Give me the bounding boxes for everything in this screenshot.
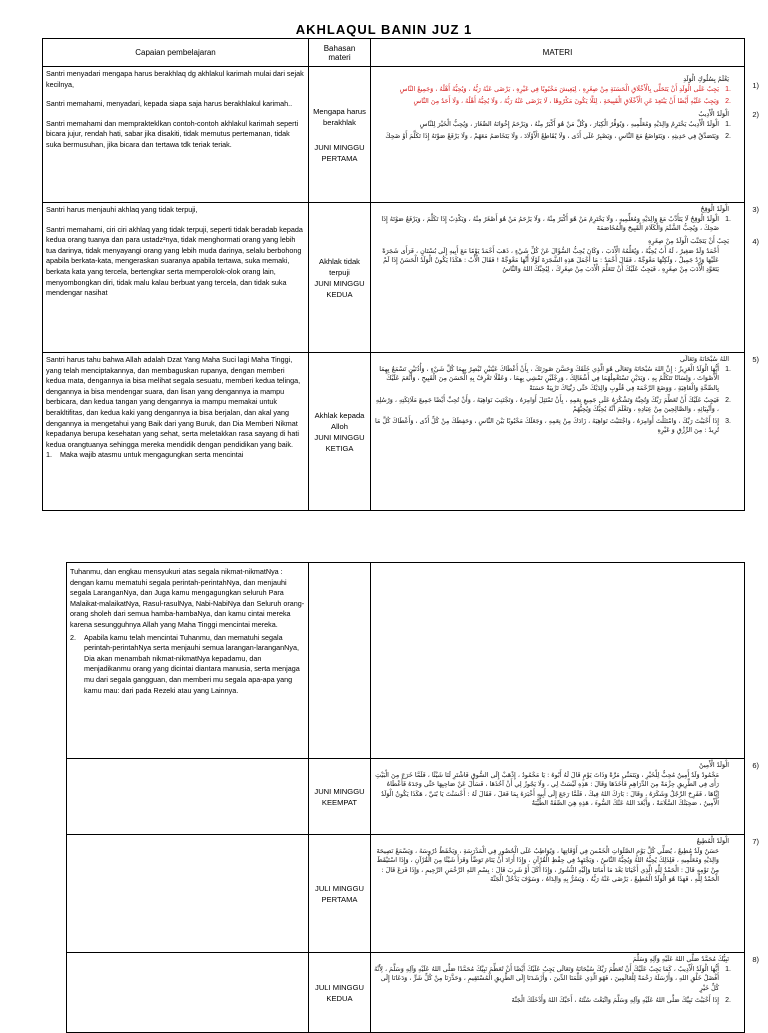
bahasan-cell	[309, 759, 371, 835]
list-item	[46, 450, 305, 461]
arabic-item	[374, 85, 729, 94]
table-row	[43, 67, 745, 203]
section-number: (6	[752, 761, 759, 770]
materi-cell	[371, 759, 759, 835]
materi-cell	[371, 563, 745, 759]
header-materi: MATERI	[371, 39, 745, 67]
capaian-text: Santri harus tahu bahwa Allah adalah Dzat Yang Maha Suci lagi Maha Tinggi, yang telah menciptakannya, dan membaguskan rupanya, dengan memberi kedua mata, dengannya ia bisa melihat segala sesuatu, memberi kedua telinga, dengannya ia bisa mendengar suara, dan lisan yang dengannya ia mampu berbicara, dan kedua tangan yang dengannya ia mampu memakai untuk berakltifitas, dan kedua kaki yang dengannya ia bisa berjalan, dan akal yang dengannya ia mengetahui yang Baik dari yang Buruk, dan Dia Memberi Nikmat kepadanya berupa kesehatan yang sehat, serta meletakkan rasa sayang di hati kedua orangtuanya sehingga mereka mendidik dengan pendidikan yang baik.	[46, 355, 301, 449]
arabic-text: مَحْمُودٌ وَلَدٌ أَمِينٌ مُحِبٌّ لِلْخَيْرِ ، وَيَتَمَنَّى مَرَّةً وَذَاتَ يَوْمٍ قَالَ لَهُ أَبُوهُ : يَا مَحْمُودُ ، إِذْهَبْ إِلَى السُّوقِ فَاشْتَرِ لَنَا شَيْئًا ، فَلَمَّا خَرَجَ مِنَ الْبَيْتِ رَأَى فِي الطَّرِيقِ حِزْمَةً مِنَ الدَّرَاهِمِ فَأَخَذَهَا وَقَالَ : هَذِهِ لَيْسَتْ لِي ، وَلَا يَجُوزُ لِي أَنْ آخُذَهَا ، فَسَأَلَ عَنْ صَاحِبِهَا حَتَّى وَجَدَهُ فَأَعْطَاهُ إِيَّاهَا ، فَفَرِحَ الرَّجُلُ وَشَكَرَهُ ، وَقَالَ : بَارَكَ اللهُ فِيكَ ، فَلَمَّا رَجَعَ إِلَى أَبِيهِ أَخْبَرَهُ بِمَا فَعَلَ ، فَقَالَ لَهُ : أَحْسَنْتَ يَا بُنَيَّ ، هَكَذَا يَكُونُ الْوَلَدُ الْأَمِينُ ، صَحِبَتْكَ السَّلَامَةُ ، وَأَبْعَدَ اللهُ عَنْكَ السُّوءَ ، هَذِهِ هِيَ الصِّفَةُ الطَّيِّبَةُ	[375, 771, 719, 807]
materi-cell	[371, 353, 759, 511]
arabic-item	[374, 120, 729, 129]
arabic-section	[374, 236, 759, 275]
table-row	[67, 835, 745, 953]
arabic-item	[374, 215, 729, 233]
item-number: 1.	[725, 966, 731, 974]
arabic-section	[374, 205, 759, 234]
arabic-text: فَيَجِبُ عَلَيْكَ أَنْ تُعَظِّمَ رَبَّكَ وَتُحِبَّهُ وَتَشْكُرَهُ عَلَى جَمِيعِ نِعَمِهِ ، بِأَنْ تَمْتَثِلَ أَوَامِرَهُ ، وَتَجْتَنِبَ نَوَاهِيَهُ ، وَأَنْ تُحِبَّ أَيْضًا جَمِيعَ مَلَائِكَتِهِ ، وَرُسُلِهِ ، وَأَنْبِيَائِهِ ، وَالصَّالِحِينَ مِنْ عِبَادِهِ ، وَتَعْلَمَ أَنَّهُ يُحِبُّكَ وَيُحِبُّهُمْ	[375, 395, 719, 414]
bahasan-schedule: JUNI MINGGU KEDUA	[314, 278, 365, 299]
section-number: (4	[752, 236, 759, 246]
header-capaian: Capaian pembelajaran	[43, 39, 309, 67]
arabic-item	[374, 771, 729, 808]
curriculum-table	[42, 38, 759, 511]
capaian-text: Santri memahami, menyadari, kepada siapa saja harus berakhlakul karimah..	[46, 99, 293, 109]
capaian-cell	[67, 563, 309, 759]
capaian-cell	[67, 759, 309, 835]
materi-cell	[371, 835, 759, 953]
section-intro: نَبِيُّكَ مُحَمَّدٌ صَلَّى اللهُ عَلَيْهِ وَآلِهِ وَسَلَّمَ	[632, 955, 729, 963]
item-number: 2.	[725, 396, 731, 404]
arabic-text: وَيَجِبُ عَلَيْهِ أَيْضًا أَنْ يَبْتَعِدَ عَنِ الْأَخْلَاقِ الْقَبِيحَةِ ، لِئَلَّا يَكُونَ مَكْرُوهًا ، لَا يَرْضَى عَنْهُ رَبُّهُ ، وَلَا يُحِبُّهُ أَهْلُهُ ، وَلَا أَحَدٌ مِنَ النَّاسِ	[413, 97, 719, 106]
arabic-item	[374, 97, 729, 106]
arabic-text: الْوَلَدُ الْأَدِيبُ يَحْتَرِمُ وَالِدَيْهِ وَمُعَلِّمِيهِ ، وَيُوَقِّرُ الْكِبَارَ ، وَكُلَّ مَنْ هُوَ أَكْبَرُ مِنْهُ ، وَيَرْحَمُ إِخْوَانَهُ الصِّغَارَ ، وَيُحِبُّ الْخَيْرَ لِلنَّاسِ	[419, 119, 719, 128]
arabic-text: إِذَا أَحْبَبْتَ نَبِيَّكَ صَلَّى اللهُ عَلَيْهِ وَآلِهِ وَسَلَّمَ وَاتَّبَعْتَ سُنَّتَهُ ، أَحَبَّكَ اللهُ وَأَدْخَلَكَ الْجَنَّةَ	[511, 995, 719, 1004]
section-intro: الْوَلَدُ الْمُطِيعُ	[696, 837, 729, 845]
materi-cell	[371, 67, 759, 203]
capaian-cell	[43, 353, 309, 511]
table-row	[67, 759, 745, 835]
bahasan-cell	[309, 353, 371, 511]
capaian-text: Tuhanmu, dan engkau mensyukuri atas segala nikmat-nikmatNya : dengan kamu mematuhi segala perintah-perintahNya, dan menjauhi segala LaranganNya, dan Juga kamu mengagungkan seluruh Para Malaikat-malaikatNya, Rasul-rasulNya, Nabi-NabiNya dan Seluruh orang-orang sholeh dari semua hamba-hambaNya, dan kamu cintai mereka karena sesungguhnya Allah yang Maha Tinggi mencintai mereka.	[70, 567, 305, 629]
section-number: (5	[752, 355, 759, 364]
item-number: 1.	[725, 86, 731, 94]
materi-cell	[371, 953, 759, 1033]
bahasan-cell	[309, 563, 371, 759]
section-intro: اللهُ سُبْحَانَهُ وَتَعَالَى	[679, 355, 729, 363]
curriculum-table-continued	[66, 562, 759, 1033]
bahasan-schedule: JUNI MINGGU KETIGA	[314, 432, 365, 453]
arabic-section	[374, 109, 759, 142]
bahasan-topic: Akhlak tidak terpuji	[319, 256, 360, 277]
arabic-text: أَحْمَدُ وَلَدٌ صَغِيرٌ ، لَهُ أَبٌ يُحِبُّهُ ، وَيُعَلِّمُهُ الْأَدَبَ ، وَكَانَ يُحِبُّ السُّؤَالَ عَنْ كُلِّ شَيْءٍ ، ذَهَبَ أَحْمَدُ يَوْمًا مَعَ أَبِيهِ إِلَى بُسْتَانٍ ، فَرَأَى شَجَرَةً عَلَيْهَا وَرْدٌ جَمِيلٌ ، وَلَكِنَّهَا مَعْوَجَّةٌ ، فَقَالَ أَحْمَدُ : مَا أَجْمَلَ هَذِهِ الشَّجَرَةَ لَوْلَا أَنَّهَا مَعْوَجَّةٌ ! فَقَالَ الْأَبُ : هَكَذَا يَكُونُ الْوَلَدُ الْحَسَنُ إِذَا لَمْ يَتَعَوَّدِ الْأَدَبَ مِنْ صِغَرِهِ ، فَيَجِبُ عَلَيْكَ أَنْ تَتَعَلَّمَ الْأَدَبَ مِنْ صِغَرِكَ ، لِيُحِبَّكَ اللهُ وَالنَّاسُ	[382, 246, 719, 274]
capaian-text: Santri memahami dan memprakteklkan contoh-contoh akhlakul karimah seperti bicara jujur, rendah hati, sabar jika disakiti, tidak memutus pertemanan, tidak suka bermusuhan, jika bicara dan tertawa tdk teriak teriak.	[46, 118, 299, 149]
capaian-cell	[43, 203, 309, 353]
bahasan-cell	[309, 953, 371, 1033]
list-number: 1.	[46, 450, 52, 460]
arabic-item	[374, 996, 729, 1005]
header-row	[43, 39, 745, 67]
list-number: 2.	[70, 632, 76, 642]
table-row	[43, 353, 745, 511]
arabic-text: إِذَا أَحْبَبْتَ رَبَّكَ ، وَامْتَثَلْتَ أَوَامِرَهُ ، وَاجْتَنَبْتَ نَوَاهِيَهُ ، زَادَكَ مِنْ نِعَمِهِ ، وَجَعَلَكَ مَحْبُوبًا بَيْنَ النَّاسِ ، وَحَفِظَكَ مِنْ كُلِّ أَذًى ، وَأَعْطَاكَ كُلَّ مَا تُرِيدُ : مِنَ الرِّزْقِ وَ غَيْرِهِ	[374, 417, 719, 435]
item-number: 2.	[725, 996, 731, 1004]
materi-cell	[371, 203, 759, 353]
list-text: Maka wajib atasmu untuk mengagungkan serta mencintai	[60, 450, 244, 460]
capaian-text: Santri memahami, ciri ciri akhlaq yang tidak terpuji, seperti tidak beradab kepada kedua orang tuanya dan para ustadz²nya, tidak menghormati orang yang lebih tua darinya, tidak menyayangi orang yang lebih muda darinya, selalu berbohong apabila berkata-kata, mengeraskan suaranya apabila tertawa, suka memaki, berkata kata yang tercela, bertengkar serta memperolok-olok orang lain, menyombongkan diri, tidak malu kalau berbuat yang tercela, dan tidak suka mendengar nasihat	[46, 224, 303, 298]
table-row	[67, 953, 745, 1033]
section-intro: يَجِبُ أَنْ يَتَجَنَّبَ الْوَلَدُ مِنْ صِغَرِهِ	[648, 236, 729, 245]
section-number: (7	[752, 837, 759, 846]
bahasan-topic: Akhlak kepada Alloh	[314, 410, 365, 431]
arabic-text: وَيَتَصَدَّقُ فِي حَدِيثِهِ ، وَيَتَوَاضَعُ مَعَ النَّاسِ ، وَيَصْبِرُ عَلَى أَذَى ، وَلَا يُقَاطِعُ الْأَوْلَادَ ، وَلَا يَتَخَاصَمُ مَعَهُمْ ، وَلَا يَرْفَعُ صَوْتَهُ إِذَا تَكَلَّمَ أَوْ ضَحِكَ	[385, 132, 719, 141]
capaian-cell	[43, 67, 309, 203]
header-bahasan: Bahasan materi	[309, 39, 371, 67]
section-intro: الْوَلَدُ الْأَدِيبُ	[698, 109, 729, 118]
arabic-section	[374, 75, 759, 107]
bahasan-cell	[309, 67, 371, 203]
arabic-item	[374, 965, 729, 993]
section-intro: الْوَلَدُ الْأَمِينُ	[699, 761, 729, 769]
bahasan-cell	[309, 203, 371, 353]
item-number: 1.	[725, 366, 731, 374]
arabic-text: الْوَلَدُ الْوَقِحُ لَا يَتَأَدَّبُ مَعَ وَالِدَيْهِ وَمُعَلِّمِيهِ ، وَلَا يَحْتَرِمُ مَنْ هُوَ أَكْبَرُ مِنْهُ ، وَلَا يَرْحَمُ مَنْ هُوَ أَصْغَرُ مِنْهُ ، وَيَكْذِبُ إِذَا تَكَلَّمَ ، وَيَرْفَعُ صَوْتَهُ إِذَا ضَحِكَ ، وَيُحِبُّ الشَّتْمَ وَالْكَلَامَ الْقَبِيحَ وَالْمُخَاصَمَةَ	[381, 215, 719, 233]
arabic-item	[374, 417, 729, 435]
item-number: 2.	[725, 98, 731, 106]
arabic-text: حَسَنٌ وَلَدٌ مُطِيعٌ ، يُصَلِّي كُلَّ يَوْمٍ الصَّلَوَاتِ الْخَمْسَ فِي أَوْقَاتِهَا ، وَيُوَاظِبُ عَلَى الْحُضُورِ فِي الْمَدْرَسَةِ ، وَيَحْفَظُ دُرُوسَهُ ، وَيَسْمَعُ نَصِيحَةَ وَالِدَيْهِ وَمُعَلِّمِيهِ ، فَلِذَلِكَ يُحِبُّهُ اللهُ وَيُحِبُّهُ النَّاسُ ، وَيَجْتَهِدُ فِي حِفْظِ الْقُرْآنِ ، وَإِذَا أَرَادَ أَنْ يَنَامَ تَوَضَّأَ وَقَرَأَ شَيْئًا مِنَ الْقُرْآنِ ، وَإِذَا اسْتَيْقَظَ مِنْ نَوْمِهِ قَالَ : الْحَمْدُ لِلَّهِ الَّذِي أَحْيَانَا بَعْدَ مَا أَمَاتَنَا وَإِلَيْهِ النُّشُورُ ، وَإِذَا أَكَلَ أَوْ شَرِبَ قَالَ : بِسْمِ اللهِ الرَّحْمَنِ الرَّحِيمِ ، وَإِذَا فَرَغَ قَالَ : الْحَمْدُ لِلَّهِ ، فَهَذَا هُوَ الْوَلَدُ الْمُطِيعُ ، يَرْضَى عَنْهُ رَبُّهُ ، وَيَسُرُّ بِهِ وَالِدَاهُ ، وَسَوْفَ يَدْخُلُ الْجَنَّةَ	[376, 847, 719, 883]
capaian-text: Santri harus menjauhi akhlaq yang tidak terpuji,	[46, 205, 198, 214]
section-number: (3	[752, 205, 759, 214]
bahasan-schedule: JUNI MINGGU KEEMPAT	[314, 786, 365, 807]
list-item	[70, 633, 305, 697]
arabic-item	[374, 847, 729, 884]
section-number: (2	[752, 109, 759, 119]
capaian-text: Santri menyadari mengapa harus berakhlaq dg akhlakul karimah mulai dari sejak kecilnya,	[46, 69, 304, 89]
bahasan-cell	[309, 835, 371, 953]
arabic-text: أَيُّهَا الْوَلَدُ الْعَزِيزُ : إِنَّ اللهَ سُبْحَانَهُ وَتَعَالَى هُوَ الَّذِي خَلَقَكَ وَحَسَّنَ صُورَتَكَ ، بِأَنْ أَعْطَاكَ عَيْنَيْنِ تُبْصِرُ بِهِمَا كُلَّ شَيْءٍ ، وَأُذُنَيْنِ تَسْمَعُ بِهِمَا الْأَصْوَاتَ ، وَلِسَانًا تَتَكَلَّمُ بِهِ ، وَيَدَيْنِ تَسْتَعْمِلُهُمَا فِي أَشْغَالِكَ ، وَرِجْلَيْنِ تَمْشِي بِهِمَا ، وَعَقْلًا تَعْرِفُ بِهِ الْحَسَنَ مِنَ الْقَبِيحِ ، وَأَنْعَمَ عَلَيْكَ بِالصِّحَّةِ وَالْعَافِيَةِ ، وَوَضَعَ الرَّحْمَةَ فِي قُلُوبِ وَالِدَيْكَ حَتَّى رَبَّيَاكَ تَرْبِيَةً حَسَنَةً	[379, 365, 719, 392]
section-intro: الْوَلَدُ الْوَقِحُ	[700, 205, 729, 213]
table-row	[67, 563, 745, 759]
section-intro: يَعْلَمُ بِسُلُوكِ الْوَلَدِ	[683, 75, 729, 83]
capaian-cell	[67, 953, 309, 1033]
section-number: (1	[752, 81, 759, 90]
item-number: 1.	[725, 120, 731, 128]
arabic-text: يَجِبُ عَلَى الْوَلَدِ أَنْ يَتَحَلَّى بِالْأَخْلَاقِ الْحَسَنَةِ مِنْ صِغَرِهِ ، لِيَعِيشَ مَحْبُوبًا فِي غَيْرِهِ ، يَرْضَى عَنْهُ رَبُّهُ ، وَيُحِبُّهُ أَهْلُهُ ، وَجَمِيعُ النَّاسِ	[399, 85, 719, 94]
arabic-item	[374, 396, 729, 414]
section-number: (8	[752, 955, 759, 964]
arabic-section	[374, 761, 759, 808]
bahasan-schedule: JUNI MINGGU PERTAMA	[314, 142, 365, 163]
item-number: 3.	[725, 418, 731, 426]
arabic-item	[374, 365, 729, 393]
item-number: 1.	[725, 216, 731, 224]
capaian-cell	[67, 835, 309, 953]
item-number: 2.	[725, 133, 731, 141]
list-text: Apabila kamu telah mencintai Tuhanmu, dan mematuhi segala perintah-perintahNya serta menjauhi semua larangan-laranganNya, Dia akan menambah nikmat-nikmatNya kepadamu, dan menjadikanmu orang yang dicintai diantara manusia, serta menjaga mu dari segala gangguan, dan memberi mu segala apa-apa yang kamu mau: dari pada Rezeki atau yang Lainnya.	[84, 632, 300, 695]
arabic-section	[374, 837, 759, 884]
table-row	[43, 203, 745, 353]
arabic-text: أَيُّهَا الْوَلَدُ الْأَدِيبُ ، كَمَا يَجِبُ عَلَيْكَ أَنْ تُعَظِّمَ رَبَّكَ سُبْحَانَهُ وَتَعَالَى يَجِبُ عَلَيْكَ أَيْضًا أَنْ تُعَظِّمَ نَبِيَّكَ مُحَمَّدًا صَلَّى اللهُ عَلَيْهِ وَآلِهِ وَسَلَّمَ ، لِأَنَّهُ أَفْضَلُ خَلْقِ اللهِ ، وَأَرْسَلَهُ رَحْمَةً لِلْعَالَمِينَ ، فَهُوَ الَّذِي عَلَّمَنَا الدِّينَ ، وَأَرْشَدَنَا إِلَى الطَّرِيقِ الْمُسْتَقِيمِ ، وَحَذَّرَنَا مِنْ كُلِّ شَرٍّ ، وَدَعَانَا إِلَى كُلِّ خَيْرٍ	[374, 965, 719, 992]
bahasan-schedule: JULI MINGGU KEDUA	[315, 982, 364, 1003]
arabic-item	[374, 132, 729, 141]
bahasan-schedule: JULI MINGGU PERTAMA	[315, 883, 364, 904]
arabic-item	[374, 247, 729, 275]
arabic-section	[374, 355, 759, 436]
arabic-section	[374, 955, 759, 1005]
bahasan-topic: Mengapa harus berakhlak	[313, 106, 366, 127]
page-title: AKHLAQUL BANIN JUZ 1	[295, 22, 473, 37]
